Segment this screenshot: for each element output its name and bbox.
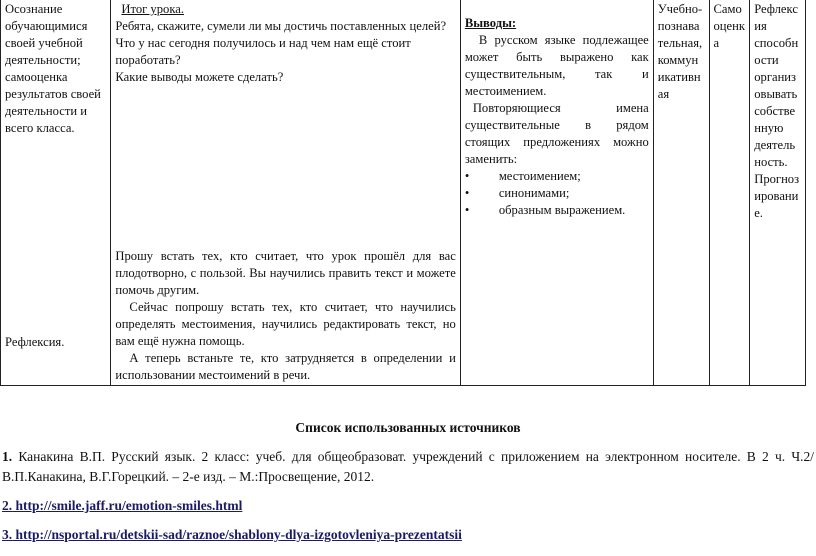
source-link-3[interactable]: http://nsportal.ru/detskii-sad/raznoe/shablony-dlya-izgotovleniya-prezentatsii (15, 527, 462, 542)
goal-cell (1, 0, 111, 386)
source-link-2[interactable]: http://smile.jaff.ru/emotion-smiles.html (15, 498, 243, 513)
assessment-text: Самооценка (713, 2, 745, 50)
teacher-activity-cell (111, 0, 460, 386)
goal-text: Осознание обучающимися своей учебной деятельности; самооценка результатов своей деятельности и всего класса. (5, 2, 101, 135)
conclusion-1: В русском языке подлежащее может быть выражено как существительным, так и местоимением. (464, 33, 649, 98)
conclusions-heading: Выводы: (464, 16, 517, 30)
source-item-3[interactable]: 3. http://nsportal.ru/detskii-sad/raznoe/shablony-dlya-izgotovleniya-prezentatsii (2, 527, 462, 542)
bullet-icon: • (464, 186, 470, 200)
reflection-paragraph-1: Прошу встать тех, кто считает, что урок прошёл для вас плодотворно, с пользой. Вы научились править текст и можете помочь другим. (115, 249, 456, 297)
reflection-paragraph-2: Сейчас попрошу встать тех, кто считает, что научились определять местоимения, научились редактировать текст, но вам ещё нужна помощь. (115, 300, 456, 348)
stage-label: Рефлексия. (5, 335, 65, 349)
source-item-1: 1. Канакина В.П. Русский язык. 2 класс: учеб. для общеобразоват. учреждений с приложением на электронном носителе. В 2 ч. Ч.2/В.П.Канакина, В.Г.Горецкий. – 2-е изд. – М.:Просвещение, 2012. (2, 449, 815, 484)
conclusion-list (465, 168, 649, 219)
list-item: • образным выражением. (464, 203, 626, 217)
assessment-cell (709, 0, 750, 386)
bullet-icon: • (464, 169, 470, 183)
source-item-2[interactable]: 2. http://smile.jaff.ru/emotion-smiles.html (2, 498, 243, 513)
list-item: • синонимами; (464, 186, 570, 200)
reflection-paragraph-3: А теперь встаньте те, кто затрудняется в определении и использовании местоимений в речи. (115, 351, 456, 382)
sources-title: Список использованных источников (295, 420, 521, 435)
conclusion-2: Повторяющиеся имена существительные в рядом стоящих предложениях можно заменить: (464, 101, 649, 166)
question-1: Ребята, скажите, сумели ли мы достичь поставленных целей? (115, 19, 447, 33)
question-3: Какие выводы можете сделать? (115, 70, 284, 84)
question-2: Что у нас сегодня получилось и над чем нам ещё стоит поработать? (115, 36, 411, 67)
uud-text: Учебно-познавательная, коммуникативная (657, 2, 703, 101)
bullet-icon: • (464, 203, 470, 217)
outcome-cell (750, 0, 806, 386)
list-item: • местоимением; (464, 169, 581, 183)
summary-heading: Итог урока. (121, 2, 184, 16)
uud-cell (653, 0, 709, 386)
conclusions-cell (460, 0, 653, 386)
table-row (1, 0, 806, 386)
outcome-text: Рефлексия способности организовывать собственную деятельность. Прогнозирование. (754, 2, 800, 220)
